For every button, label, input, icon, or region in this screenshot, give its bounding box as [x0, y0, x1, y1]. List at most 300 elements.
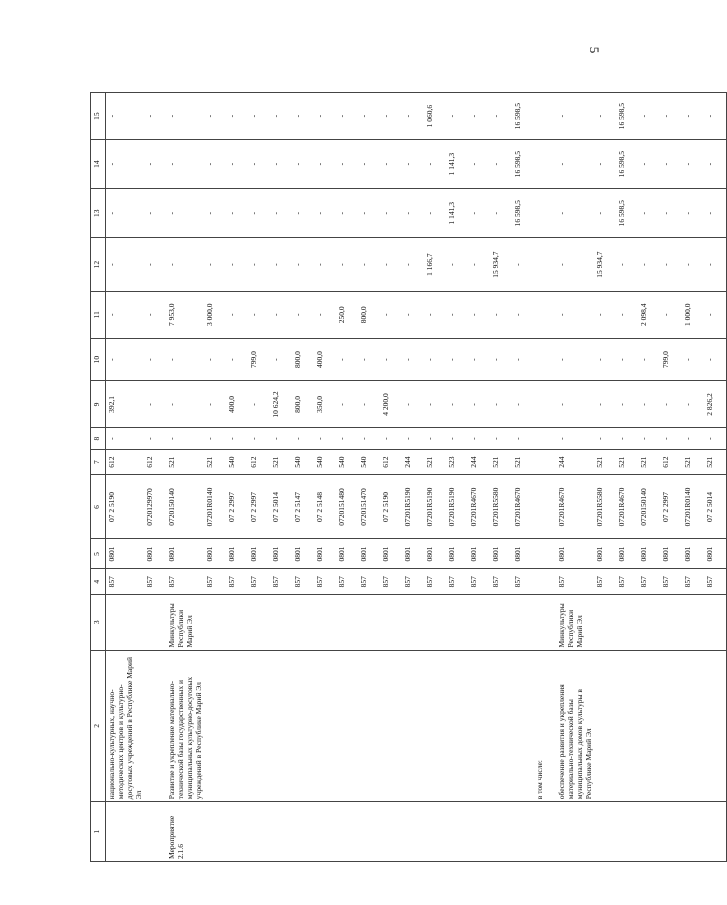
- table-cell: -: [380, 238, 402, 291]
- table-cell: 0801: [594, 539, 616, 569]
- table-cell: -: [144, 291, 166, 338]
- table-cell: национально-культурных, научно-методических центров и культурно-досуговых учреждений в Республике Марий Эл: [106, 650, 145, 802]
- table-cell: -: [204, 140, 226, 189]
- table-row: [144, 93, 166, 862]
- table-cell: -: [292, 291, 314, 338]
- table-cell: [446, 802, 468, 862]
- table-row: [534, 93, 556, 862]
- table-cell: [204, 595, 226, 651]
- table-cell: -: [270, 189, 292, 238]
- table-cell: -: [490, 338, 512, 381]
- table-cell: -: [556, 140, 594, 189]
- table-cell: 857: [512, 569, 534, 595]
- table-cell: 16 598,5: [616, 93, 638, 140]
- table-cell: -: [336, 428, 358, 449]
- table-cell: [204, 650, 226, 802]
- table-cell: -: [638, 238, 660, 291]
- table-cell: -: [704, 93, 727, 140]
- table-cell: 540: [358, 449, 380, 475]
- table-cell: [512, 650, 534, 802]
- table-cell: -: [682, 93, 704, 140]
- table-cell: [660, 650, 682, 802]
- table-cell: [402, 802, 424, 862]
- table-cell: 07201R5190: [402, 475, 424, 539]
- table-cell: 0801: [336, 539, 358, 569]
- table-cell: [534, 802, 556, 862]
- table-cell: 0801: [638, 539, 660, 569]
- table-cell: -: [468, 381, 490, 428]
- table-cell: 0801: [682, 539, 704, 569]
- table-row: [204, 93, 226, 862]
- table-cell: -: [204, 428, 226, 449]
- table-cell: -: [402, 338, 424, 381]
- table-cell: -: [424, 381, 446, 428]
- table-cell: -: [248, 140, 270, 189]
- table-cell: -: [144, 381, 166, 428]
- table-cell: 800,0: [358, 291, 380, 338]
- table-cell: 612: [106, 449, 145, 475]
- table-cell: 857: [106, 569, 145, 595]
- page-number: 5: [587, 46, 602, 54]
- table-cell: [594, 595, 616, 651]
- table-cell: -: [270, 93, 292, 140]
- table-cell: -: [556, 189, 594, 238]
- table-cell: -: [380, 428, 402, 449]
- table-cell: [380, 802, 402, 862]
- table-cell: -: [292, 428, 314, 449]
- table-cell: -: [682, 238, 704, 291]
- column-header: 4: [91, 569, 106, 595]
- table-cell: -: [144, 338, 166, 381]
- table-cell: -: [358, 189, 380, 238]
- table-cell: -: [446, 381, 468, 428]
- table-cell: [660, 595, 682, 651]
- table-cell: 07 2 2997: [226, 475, 248, 539]
- table-cell: [106, 802, 145, 862]
- table-cell: -: [144, 238, 166, 291]
- table-cell: [534, 595, 556, 651]
- table-cell: 07201R5190: [424, 475, 446, 539]
- table-cell: [682, 650, 704, 802]
- table-cell: 521: [638, 449, 660, 475]
- table-cell: [402, 650, 424, 802]
- table-cell: -: [556, 291, 594, 338]
- table-cell: [424, 650, 446, 802]
- table-row: [468, 93, 490, 862]
- table-cell: 400,0: [226, 381, 248, 428]
- table-cell: 07201R4670: [468, 475, 490, 539]
- table-row: [446, 93, 468, 862]
- table-cell: -: [270, 291, 292, 338]
- table-cell: -: [314, 93, 336, 140]
- table-row: [512, 93, 534, 862]
- table-cell: -: [292, 238, 314, 291]
- table-cell: 0801: [490, 539, 512, 569]
- table-cell: -: [358, 93, 380, 140]
- table-cell: -: [446, 291, 468, 338]
- table-cell: -: [660, 140, 682, 189]
- table-cell: 0801: [660, 539, 682, 569]
- table-cell: -: [402, 140, 424, 189]
- table-cell: 07 2 5148: [314, 475, 336, 539]
- table-cell: 15 934,7: [490, 238, 512, 291]
- table-cell: 857: [336, 569, 358, 595]
- table-cell: [292, 595, 314, 651]
- table-cell: -: [660, 428, 682, 449]
- table-cell: [292, 650, 314, 802]
- table-cell: 0801: [314, 539, 336, 569]
- table-cell: 857: [402, 569, 424, 595]
- table-cell: 857: [682, 569, 704, 595]
- table-cell: 857: [638, 569, 660, 595]
- table-cell: -: [556, 338, 594, 381]
- table-cell: -: [358, 338, 380, 381]
- table-cell: 1 141,3: [446, 189, 468, 238]
- table-cell: -: [336, 338, 358, 381]
- table-cell: 250,0: [336, 291, 358, 338]
- table-cell: -: [144, 93, 166, 140]
- table-cell: -: [226, 238, 248, 291]
- table-cell: Мероприятие 2.1.6: [166, 802, 204, 862]
- table-cell: [106, 595, 145, 651]
- table-cell: 523: [446, 449, 468, 475]
- table-cell: 521: [270, 449, 292, 475]
- table-cell: [270, 650, 292, 802]
- table-cell: 521: [704, 449, 727, 475]
- table-cell: 521: [594, 449, 616, 475]
- column-header: 2: [91, 650, 106, 802]
- table-cell: -: [490, 428, 512, 449]
- table-cell: [314, 595, 336, 651]
- table-header: [91, 93, 106, 862]
- table-cell: -: [594, 428, 616, 449]
- table-row: [556, 93, 594, 862]
- column-header: 5: [91, 539, 106, 569]
- table-cell: 0801: [270, 539, 292, 569]
- table-cell: [638, 595, 660, 651]
- table-cell: 07 2 5014: [704, 475, 727, 539]
- table-cell: [616, 650, 638, 802]
- table-row: [336, 93, 358, 862]
- table-cell: -: [682, 428, 704, 449]
- table-cell: 0801: [468, 539, 490, 569]
- table-cell: -: [248, 238, 270, 291]
- table-cell: -: [682, 189, 704, 238]
- table-cell: [490, 802, 512, 862]
- table-cell: -: [468, 338, 490, 381]
- table-cell: -: [638, 140, 660, 189]
- table-row: [166, 93, 204, 862]
- table-cell: -: [336, 381, 358, 428]
- table-cell: -: [380, 93, 402, 140]
- table-cell: [380, 595, 402, 651]
- table-cell: 07201R5580: [594, 475, 616, 539]
- table-cell: 244: [556, 449, 594, 475]
- table-cell: -: [314, 428, 336, 449]
- table-cell: -: [402, 428, 424, 449]
- table-cell: [468, 595, 490, 651]
- table-cell: 0720150140: [638, 475, 660, 539]
- column-header: 3: [91, 595, 106, 651]
- table-cell: 1 000,0: [682, 291, 704, 338]
- table-cell: [336, 595, 358, 651]
- table-cell: 857: [704, 569, 727, 595]
- table-cell: [336, 802, 358, 862]
- table-cell: 07 2 2997: [660, 475, 682, 539]
- table-cell: -: [468, 428, 490, 449]
- table-cell: 612: [144, 449, 166, 475]
- table-cell: 0801: [512, 539, 534, 569]
- table-cell: -: [226, 189, 248, 238]
- table-row: [616, 93, 638, 862]
- table-cell: -: [106, 238, 145, 291]
- table-cell: [248, 595, 270, 651]
- table-cell: -: [166, 140, 204, 189]
- table-cell: -: [166, 338, 204, 381]
- table-cell: 612: [660, 449, 682, 475]
- table-cell: 07201R5580: [490, 475, 512, 539]
- column-header: 9: [91, 381, 106, 428]
- table-cell: 857: [490, 569, 512, 595]
- table-cell: [226, 650, 248, 802]
- table-cell: [534, 93, 556, 140]
- table-cell: 15 934,7: [594, 238, 616, 291]
- table-cell: -: [204, 381, 226, 428]
- table-cell: -: [490, 189, 512, 238]
- table-cell: [468, 650, 490, 802]
- table-cell: -: [660, 238, 682, 291]
- table-cell: -: [358, 140, 380, 189]
- table-cell: 07 2 5190: [106, 475, 145, 539]
- table-cell: 0801: [166, 539, 204, 569]
- table-cell: -: [682, 140, 704, 189]
- table-cell: 07 2 2997: [248, 475, 270, 539]
- table-cell: 0801: [556, 539, 594, 569]
- table-cell: 400,0: [314, 338, 336, 381]
- table-cell: 0801: [380, 539, 402, 569]
- table-cell: 07 2 5190: [380, 475, 402, 539]
- table-row: [660, 93, 682, 862]
- table-cell: -: [292, 140, 314, 189]
- table-cell: 0801: [446, 539, 468, 569]
- table-cell: 799,0: [660, 338, 682, 381]
- table-cell: 857: [380, 569, 402, 595]
- table-cell: -: [336, 93, 358, 140]
- table-cell: -: [556, 381, 594, 428]
- table-cell: [660, 802, 682, 862]
- table-cell: [380, 650, 402, 802]
- table-cell: 521: [490, 449, 512, 475]
- table-cell: -: [166, 428, 204, 449]
- table-cell: 800,0: [292, 381, 314, 428]
- table-cell: 1 141,3: [446, 140, 468, 189]
- table-cell: 07201R4670: [616, 475, 638, 539]
- table-cell: 540: [292, 449, 314, 475]
- table-row: [638, 93, 660, 862]
- table-row: [594, 93, 616, 862]
- table-cell: 0720151480: [336, 475, 358, 539]
- table-cell: 350,0: [314, 381, 336, 428]
- table-cell: 244: [402, 449, 424, 475]
- table-cell: 521: [512, 449, 534, 475]
- table-cell: 16 598,5: [616, 140, 638, 189]
- table-cell: -: [336, 140, 358, 189]
- column-header: 6: [91, 475, 106, 539]
- table-cell: [358, 802, 380, 862]
- table-cell: -: [106, 140, 145, 189]
- table-cell: -: [446, 93, 468, 140]
- table-cell: 857: [314, 569, 336, 595]
- table-cell: 10 624,2: [270, 381, 292, 428]
- table-cell: -: [660, 291, 682, 338]
- table-cell: 0720129970: [144, 475, 166, 539]
- table-cell: -: [358, 428, 380, 449]
- table-cell: 16 598,5: [512, 140, 534, 189]
- table-cell: -: [704, 428, 727, 449]
- table-cell: 857: [144, 569, 166, 595]
- table-row: [402, 93, 424, 862]
- table-cell: [534, 569, 556, 595]
- column-header: 11: [91, 291, 106, 338]
- table-cell: [144, 650, 166, 802]
- table-cell: -: [106, 428, 145, 449]
- table-row: [682, 93, 704, 862]
- table-cell: [616, 802, 638, 862]
- table-cell: -: [380, 189, 402, 238]
- table-cell: -: [248, 381, 270, 428]
- table-cell: -: [204, 93, 226, 140]
- table-cell: -: [638, 338, 660, 381]
- table-row: [292, 93, 314, 862]
- table-cell: [358, 650, 380, 802]
- table-cell: -: [682, 338, 704, 381]
- table-cell: 07 2 5014: [270, 475, 292, 539]
- table-cell: -: [248, 93, 270, 140]
- budget-table-wrapper: [90, 92, 714, 862]
- table-cell: 521: [616, 449, 638, 475]
- table-cell: [704, 595, 727, 651]
- table-cell: -: [512, 428, 534, 449]
- table-cell: -: [616, 291, 638, 338]
- table-cell: [144, 595, 166, 651]
- table-cell: 3 000,0: [204, 291, 226, 338]
- table-cell: 07201R4670: [512, 475, 534, 539]
- table-cell: [226, 595, 248, 651]
- table-cell: [336, 650, 358, 802]
- table-cell: -: [106, 93, 145, 140]
- table-cell: -: [314, 140, 336, 189]
- table-cell: -: [380, 338, 402, 381]
- table-cell: 857: [446, 569, 468, 595]
- table-cell: -: [402, 291, 424, 338]
- table-cell: 07201R4670: [556, 475, 594, 539]
- table-cell: 857: [556, 569, 594, 595]
- table-cell: -: [144, 140, 166, 189]
- table-cell: 799,0: [248, 338, 270, 381]
- table-cell: [226, 802, 248, 862]
- table-cell: -: [616, 338, 638, 381]
- table-cell: [534, 338, 556, 381]
- table-cell: 540: [336, 449, 358, 475]
- column-header: 12: [91, 238, 106, 291]
- table-cell: -: [248, 291, 270, 338]
- table-cell: -: [314, 189, 336, 238]
- table-cell: -: [424, 140, 446, 189]
- table-cell: [534, 449, 556, 475]
- table-cell: -: [616, 428, 638, 449]
- table-cell: [270, 802, 292, 862]
- table-cell: -: [468, 291, 490, 338]
- table-cell: -: [166, 381, 204, 428]
- table-cell: 857: [270, 569, 292, 595]
- table-cell: -: [446, 428, 468, 449]
- table-cell: 857: [204, 569, 226, 595]
- table-cell: 521: [424, 449, 446, 475]
- table-cell: -: [336, 238, 358, 291]
- table-cell: 0801: [248, 539, 270, 569]
- table-cell: [424, 595, 446, 651]
- column-header: 1: [91, 802, 106, 862]
- table-cell: 0801: [106, 539, 145, 569]
- table-cell: 0801: [144, 539, 166, 569]
- table-cell: [534, 475, 556, 539]
- table-cell: -: [336, 189, 358, 238]
- table-cell: -: [226, 93, 248, 140]
- table-cell: -: [468, 189, 490, 238]
- table-cell: 612: [248, 449, 270, 475]
- table-cell: -: [106, 338, 145, 381]
- table-cell: [534, 291, 556, 338]
- table-cell: 07201R5190: [446, 475, 468, 539]
- table-cell: -: [556, 238, 594, 291]
- table-cell: 16 598,5: [512, 189, 534, 238]
- table-cell: [446, 595, 468, 651]
- table-cell: -: [616, 238, 638, 291]
- table-cell: [446, 650, 468, 802]
- table-cell: 1 166,7: [424, 238, 446, 291]
- table-cell: 0801: [204, 539, 226, 569]
- table-cell: -: [226, 428, 248, 449]
- table-cell: [402, 595, 424, 651]
- table-cell: 857: [292, 569, 314, 595]
- table-cell: -: [468, 93, 490, 140]
- column-header: 15: [91, 93, 106, 140]
- table-cell: -: [226, 338, 248, 381]
- table-row: [704, 93, 727, 862]
- table-cell: [704, 802, 727, 862]
- table-cell: [682, 595, 704, 651]
- table-cell: -: [594, 189, 616, 238]
- table-cell: 392,1: [106, 381, 145, 428]
- table-cell: -: [704, 291, 727, 338]
- table-cell: -: [204, 189, 226, 238]
- table-cell: -: [704, 238, 727, 291]
- table-cell: -: [270, 338, 292, 381]
- table-row: [358, 93, 380, 862]
- table-cell: [512, 595, 534, 651]
- table-cell: 0801: [704, 539, 727, 569]
- table-cell: -: [380, 140, 402, 189]
- table-cell: -: [616, 381, 638, 428]
- table-cell: -: [292, 189, 314, 238]
- table-cell: -: [490, 291, 512, 338]
- table-cell: -: [594, 338, 616, 381]
- table-cell: [292, 802, 314, 862]
- table-cell: Минкультуры Республики Марий Эл: [166, 595, 204, 651]
- table-cell: -: [270, 428, 292, 449]
- table-cell: 857: [226, 569, 248, 595]
- table-cell: -: [424, 189, 446, 238]
